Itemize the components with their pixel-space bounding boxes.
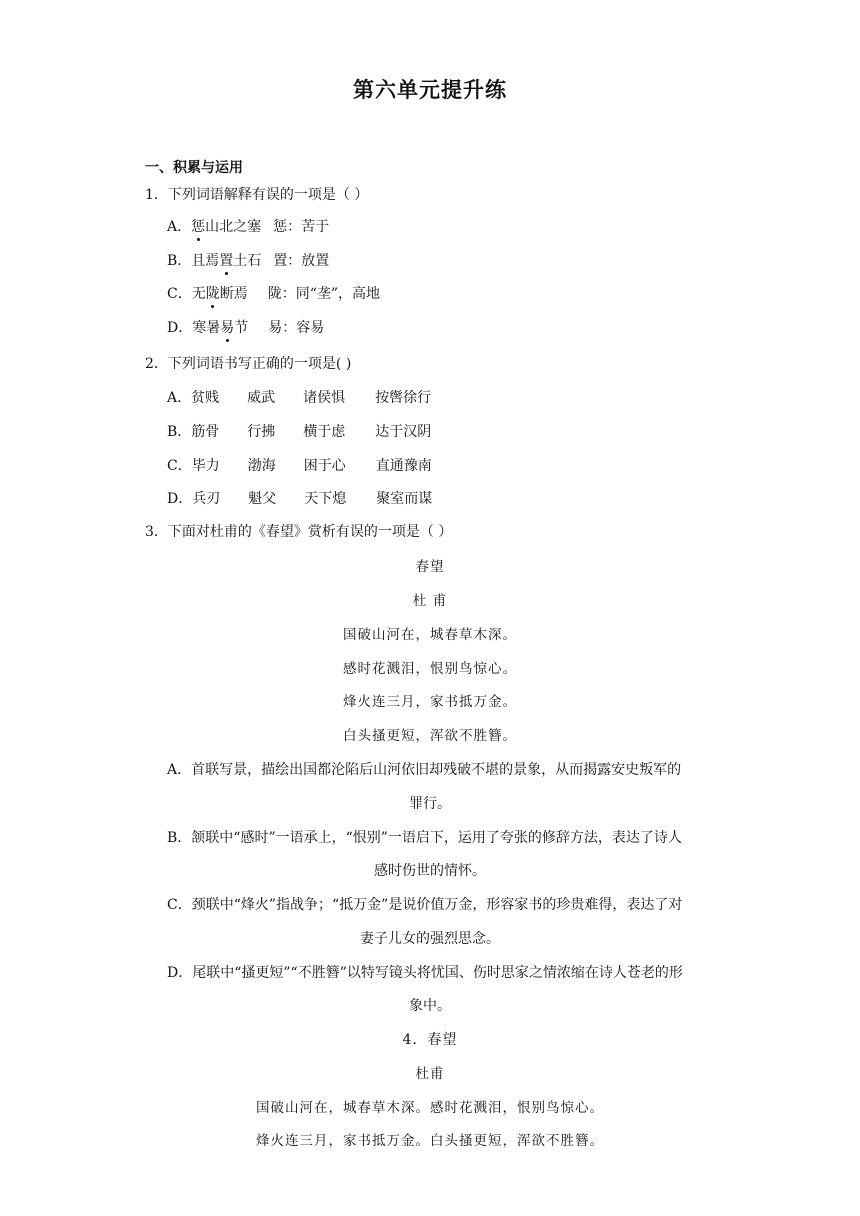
question-3-option-c: C．颈联中“烽火”指战争；“抵万金”是说价值万金，形容家书的珍贵难得，表达了对 — [167, 897, 683, 913]
question-3-option-b: B．颔联中“感时”一语承上，“恨别”一语启下，运用了夸张的修辞方法，表达了诗人 — [167, 830, 682, 846]
poem-line: 烽火连三月，家书抵万金。白头搔更短，浑欲不胜簪。 — [256, 1133, 604, 1149]
question-2-option-b: B．筋骨 行拂 横于虑 达于汉阴 — [167, 424, 432, 440]
question-1-option-a: A．惩山北之塞 惩：苦于 — [167, 219, 330, 235]
poem-author: 杜甫 — [415, 1066, 445, 1082]
question-1-option-d: D．寒暑易节 易：容易 — [167, 320, 325, 336]
question-1-option-c: C．无陇断焉 陇：同“垄”，高地 — [167, 286, 381, 302]
section-heading: 一、积累与运用 — [145, 160, 243, 176]
poem-line: 感时花溅泪，恨别鸟惊心。 — [343, 661, 517, 677]
emphasis-dot-char: 置 — [219, 253, 234, 269]
question-3-stem: 3．下面对杜甫的《春望》赏析有误的一项是（ ） — [145, 524, 453, 540]
emphasis-dot-char: 易 — [220, 320, 235, 336]
question-2-option-a: A．贫贱 威武 诸侯惧 按辔徐行 — [167, 390, 432, 406]
question-3-option-c-cont: 妻子儿女的强烈思念。 — [360, 931, 500, 947]
question-3-option-a: A．首联写景，描绘出国都沦陷后山河依旧却残破不堪的景象，从而揭露安史叛军的 — [167, 762, 682, 778]
question-1-stem: 1．下列词语解释有误的一项是（ ） — [145, 187, 369, 203]
question-1-option-b: B．且焉置土石 置：放置 — [167, 253, 330, 269]
question-4-stem: 4．春望 — [402, 1032, 458, 1048]
question-3-option-a-cont: 罪行。 — [409, 796, 451, 812]
poem-author: 杜 甫 — [412, 593, 448, 609]
poem-line: 白头搔更短，浑欲不胜簪。 — [343, 728, 517, 744]
poem-title: 春望 — [415, 559, 445, 575]
question-3-option-d-cont: 象中。 — [409, 998, 451, 1014]
poem-line: 烽火连三月，家书抵万金。 — [343, 694, 517, 710]
question-2-option-c: C．毕力 渤海 困于心 直通豫南 — [167, 458, 432, 474]
question-3-option-d: D．尾联中“搔更短”“不胜簪”以特写镜头将忧国、伤时思家之情浓缩在诗人苍老的形 — [167, 965, 683, 981]
emphasis-dot-char: 陇 — [205, 286, 220, 302]
question-2-option-d: D．兵刃 魁父 天下熄 聚室而谋 — [167, 491, 433, 507]
emphasis-dot-char: 惩 — [191, 219, 206, 235]
question-2-stem: 2．下列词语书写正确的一项是( ) — [145, 356, 352, 372]
question-3-option-b-cont: 感时伤世的情怀。 — [374, 863, 486, 879]
poem-line: 国破山河在，城春草木深。 — [343, 627, 517, 643]
poem-line: 国破山河在，城春草木深。感时花溅泪，恨别鸟惊心。 — [256, 1100, 604, 1116]
page-title: 第六单元提升练 — [353, 77, 507, 102]
